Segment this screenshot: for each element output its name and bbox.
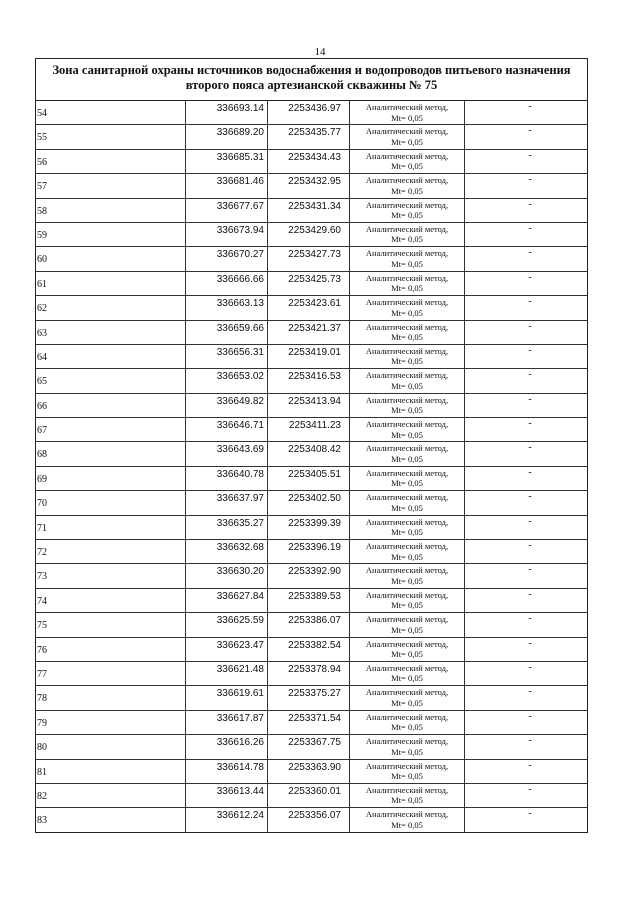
table-row [36,223,587,247]
point-number-cell: 67 [36,418,186,441]
y-coordinate-cell: 2253419.01 [268,345,350,368]
method-text: Аналитический метод, [365,492,449,503]
table-row [36,467,587,491]
accuracy-text: Mt= 0,05 [391,210,423,221]
table-row [36,662,587,686]
method-cell [350,199,465,222]
accuracy-text: Mt= 0,05 [391,502,423,513]
method-cell [350,808,465,832]
x-coordinate-cell: 336663.13 [186,296,268,319]
method-cell [350,296,465,319]
method-cell [350,686,465,709]
note-cell: - [528,125,532,137]
x-coordinate-cell: 336619.61 [186,686,268,709]
table-row [36,296,587,320]
point-number-cell: 77 [36,662,186,685]
method-cell [350,564,465,587]
point-number-cell: 55 [36,125,186,148]
method-cell [350,516,465,539]
table-heading-line-2: второго пояса артезианской скважины № 75 [185,78,438,92]
point-number-cell: 56 [36,150,186,173]
method-cell [350,345,465,368]
method-cell [350,394,465,417]
table-row [36,394,587,418]
note-cell: - [528,686,532,698]
method-cell [350,125,465,148]
note-cell: - [528,198,532,210]
method-text: Аналитический метод, [365,248,449,259]
method-text: Аналитический метод, [365,565,449,576]
y-coordinate-cell: 2253367.75 [268,735,350,758]
point-number-cell: 81 [36,760,186,783]
method-text: Аналитический метод, [365,467,449,478]
method-text: Аналитический метод, [365,150,449,161]
x-coordinate-cell: 336643.69 [186,442,268,465]
x-coordinate-cell: 336625.59 [186,613,268,636]
x-coordinate-cell: 336659.66 [186,321,268,344]
x-coordinate-cell: 336689.20 [186,125,268,148]
x-coordinate-cell: 336613.44 [186,784,268,807]
x-coordinate-cell: 336685.31 [186,150,268,173]
accuracy-text: Mt= 0,05 [391,356,423,367]
y-coordinate-cell: 2253360.01 [268,784,350,807]
point-number-cell: 72 [36,540,186,563]
accuracy-text: Mt= 0,05 [391,453,423,464]
method-text: Аналитический метод, [365,809,449,820]
point-number-cell: 82 [36,784,186,807]
accuracy-text: Mt= 0,05 [391,429,423,440]
x-coordinate-cell: 336635.27 [186,516,268,539]
y-coordinate-cell: 2253405.51 [268,467,350,490]
method-text: Аналитический метод, [365,638,449,649]
method-cell [350,613,465,636]
note-cell: - [528,442,532,454]
point-number-cell: 76 [36,638,186,661]
accuracy-text: Mt= 0,05 [391,136,423,147]
method-cell [350,272,465,295]
method-cell [350,711,465,734]
y-coordinate-cell: 2253416.53 [268,369,350,392]
method-text: Аналитический метод, [365,614,449,625]
y-coordinate-cell: 2253427.73 [268,247,350,270]
method-cell [350,150,465,173]
note-cell: - [528,735,532,747]
point-number-cell: 68 [36,442,186,465]
point-number-cell: 75 [36,613,186,636]
table-body [36,101,587,832]
point-number-cell: 66 [36,394,186,417]
x-coordinate-cell: 336632.68 [186,540,268,563]
x-coordinate-cell: 336646.71 [186,418,268,441]
point-number-cell: 62 [36,296,186,319]
note-cell: - [528,393,532,405]
method-text: Аналитический метод, [365,443,449,454]
method-text: Аналитический метод, [365,760,449,771]
table-row [36,784,587,808]
method-text: Аналитический метод, [365,297,449,308]
accuracy-text: Mt= 0,05 [391,673,423,684]
x-coordinate-cell: 336670.27 [186,247,268,270]
x-coordinate-cell: 336630.20 [186,564,268,587]
table-row [36,442,587,466]
point-number-cell: 63 [36,321,186,344]
method-text: Аналитический метод, [365,419,449,430]
method-text: Аналитический метод, [365,394,449,405]
y-coordinate-cell: 2253436.97 [268,101,350,124]
y-coordinate-cell: 2253425.73 [268,272,350,295]
note-cell: - [528,418,532,430]
table-row [36,760,587,784]
y-coordinate-cell: 2253434.43 [268,150,350,173]
x-coordinate-cell: 336637.97 [186,491,268,514]
method-cell [350,101,465,124]
x-coordinate-cell: 336656.31 [186,345,268,368]
y-coordinate-cell: 2253363.90 [268,760,350,783]
method-text: Аналитический метод, [365,589,449,600]
method-cell [350,442,465,465]
point-number-cell: 60 [36,247,186,270]
method-cell [350,174,465,197]
note-cell: - [528,101,532,112]
accuracy-text: Mt= 0,05 [391,697,423,708]
y-coordinate-cell: 2253423.61 [268,296,350,319]
note-cell: - [528,637,532,649]
y-coordinate-cell: 2253371.54 [268,711,350,734]
note-cell: - [528,369,532,381]
point-number-cell: 54 [36,101,186,124]
note-cell: - [528,808,532,820]
table-row [36,247,587,271]
point-number-cell: 70 [36,491,186,514]
note-cell: - [528,661,532,673]
y-coordinate-cell: 2253389.53 [268,589,350,612]
note-cell: - [528,540,532,552]
x-coordinate-cell: 336677.67 [186,199,268,222]
method-cell [350,467,465,490]
note-cell: - [528,564,532,576]
method-text: Аналитический метод, [365,102,449,112]
accuracy-text: Mt= 0,05 [391,722,423,733]
y-coordinate-cell: 2253429.60 [268,223,350,246]
point-number-cell: 65 [36,369,186,392]
method-text: Аналитический метод, [365,175,449,186]
note-cell: - [528,222,532,234]
table-row [36,199,587,223]
point-number-cell: 61 [36,272,186,295]
method-text: Аналитический метод, [365,711,449,722]
method-cell [350,491,465,514]
coordinates-table [35,58,588,833]
y-coordinate-cell: 2253392.90 [268,564,350,587]
x-coordinate-cell: 336621.48 [186,662,268,685]
accuracy-text: Mt= 0,05 [391,795,423,806]
point-number-cell: 79 [36,711,186,734]
method-text: Аналитический метод, [365,126,449,137]
accuracy-text: Mt= 0,05 [391,380,423,391]
method-text: Аналитический метод, [365,272,449,283]
y-coordinate-cell: 2253378.94 [268,662,350,685]
note-cell: - [528,588,532,600]
accuracy-text: Mt= 0,05 [391,185,423,196]
method-cell [350,247,465,270]
method-cell [350,321,465,344]
method-text: Аналитический метод, [365,516,449,527]
method-cell [350,784,465,807]
method-text: Аналитический метод, [365,321,449,332]
method-cell [350,760,465,783]
note-cell: - [528,320,532,332]
accuracy-text: Mt= 0,05 [391,600,423,611]
y-coordinate-cell: 2253411.23 [268,418,350,441]
method-text: Аналитический метод, [365,662,449,673]
method-cell [350,418,465,441]
x-coordinate-cell: 336666.66 [186,272,268,295]
point-number-cell: 80 [36,735,186,758]
note-cell: - [528,344,532,356]
note-cell: - [528,783,532,795]
accuracy-text: Mt= 0,05 [391,112,423,123]
y-coordinate-cell: 2253356.07 [268,808,350,832]
y-coordinate-cell: 2253396.19 [268,540,350,563]
y-coordinate-cell: 2253386.07 [268,613,350,636]
table-row [36,808,587,832]
point-number-cell: 74 [36,589,186,612]
method-text: Аналитический метод, [365,687,449,698]
table-heading [36,59,587,101]
accuracy-text: Mt= 0,05 [391,258,423,269]
point-number-cell: 64 [36,345,186,368]
x-coordinate-cell: 336640.78 [186,467,268,490]
point-number-cell: 58 [36,199,186,222]
table-row [36,735,587,759]
accuracy-text: Mt= 0,05 [391,624,423,635]
note-cell: - [528,247,532,259]
note-cell: - [528,149,532,161]
accuracy-text: Mt= 0,05 [391,405,423,416]
method-cell [350,223,465,246]
x-coordinate-cell: 336612.24 [186,808,268,832]
point-number-cell: 69 [36,467,186,490]
y-coordinate-cell: 2253408.42 [268,442,350,465]
note-cell: - [528,271,532,283]
table-row [36,638,587,662]
y-coordinate-cell: 2253375.27 [268,686,350,709]
method-cell [350,369,465,392]
method-text: Аналитический метод, [365,370,449,381]
point-number-cell: 57 [36,174,186,197]
method-cell [350,638,465,661]
x-coordinate-cell: 336681.46 [186,174,268,197]
page-number: 14 [314,46,326,58]
accuracy-text: Mt= 0,05 [391,575,423,586]
accuracy-text: Mt= 0,05 [391,527,423,538]
note-cell: - [528,613,532,625]
y-coordinate-cell: 2253413.94 [268,394,350,417]
accuracy-text: Mt= 0,05 [391,283,423,294]
point-number-cell: 83 [36,808,186,832]
accuracy-text: Mt= 0,05 [391,649,423,660]
table-row [36,686,587,710]
x-coordinate-cell: 336653.02 [186,369,268,392]
accuracy-text: Mt= 0,05 [391,819,423,830]
x-coordinate-cell: 336617.87 [186,711,268,734]
y-coordinate-cell: 2253421.37 [268,321,350,344]
point-number-cell: 71 [36,516,186,539]
method-text: Аналитический метод, [365,784,449,795]
accuracy-text: Mt= 0,05 [391,332,423,343]
y-coordinate-cell: 2253435.77 [268,125,350,148]
x-coordinate-cell: 336616.26 [186,735,268,758]
note-cell: - [528,710,532,722]
y-coordinate-cell: 2253399.39 [268,516,350,539]
point-number-cell: 73 [36,564,186,587]
x-coordinate-cell: 336627.84 [186,589,268,612]
table-row [36,711,587,735]
x-coordinate-cell: 336623.47 [186,638,268,661]
table-row [36,321,587,345]
method-text: Аналитический метод, [365,223,449,234]
y-coordinate-cell: 2253431.34 [268,199,350,222]
x-coordinate-cell: 336614.78 [186,760,268,783]
table-row [36,345,587,369]
accuracy-text: Mt= 0,05 [391,771,423,782]
note-cell: - [528,491,532,503]
y-coordinate-cell: 2253402.50 [268,491,350,514]
point-number-cell: 59 [36,223,186,246]
table-row [36,540,587,564]
table-row [36,150,587,174]
method-cell [350,735,465,758]
method-text: Аналитический метод, [365,541,449,552]
accuracy-text: Mt= 0,05 [391,551,423,562]
table-row [36,491,587,515]
table-row [36,613,587,637]
method-text: Аналитический метод, [365,345,449,356]
method-cell [350,540,465,563]
y-coordinate-cell: 2253382.54 [268,638,350,661]
x-coordinate-cell: 336693.14 [186,101,268,124]
y-coordinate-cell: 2253432.95 [268,174,350,197]
note-cell: - [528,759,532,771]
accuracy-text: Mt= 0,05 [391,746,423,757]
table-row [36,589,587,613]
method-cell [350,589,465,612]
table-row [36,101,587,125]
note-cell: - [528,466,532,478]
method-text: Аналитический метод, [365,736,449,747]
table-row [36,418,587,442]
table-row [36,125,587,149]
table-row [36,564,587,588]
x-coordinate-cell: 336673.94 [186,223,268,246]
note-cell: - [528,515,532,527]
method-cell [350,662,465,685]
table-row [36,174,587,198]
table-row [36,516,587,540]
table-row [36,272,587,296]
accuracy-text: Mt= 0,05 [391,161,423,172]
accuracy-text: Mt= 0,05 [391,478,423,489]
method-text: Аналитический метод, [365,199,449,210]
accuracy-text: Mt= 0,05 [391,307,423,318]
note-cell: - [528,296,532,308]
table-heading-line-1: Зона санитарной охраны источников водоснабжения и водопроводов питьевого назначения [52,63,571,77]
note-cell: - [528,174,532,186]
table-row [36,369,587,393]
x-coordinate-cell: 336649.82 [186,394,268,417]
point-number-cell: 78 [36,686,186,709]
accuracy-text: Mt= 0,05 [391,234,423,245]
